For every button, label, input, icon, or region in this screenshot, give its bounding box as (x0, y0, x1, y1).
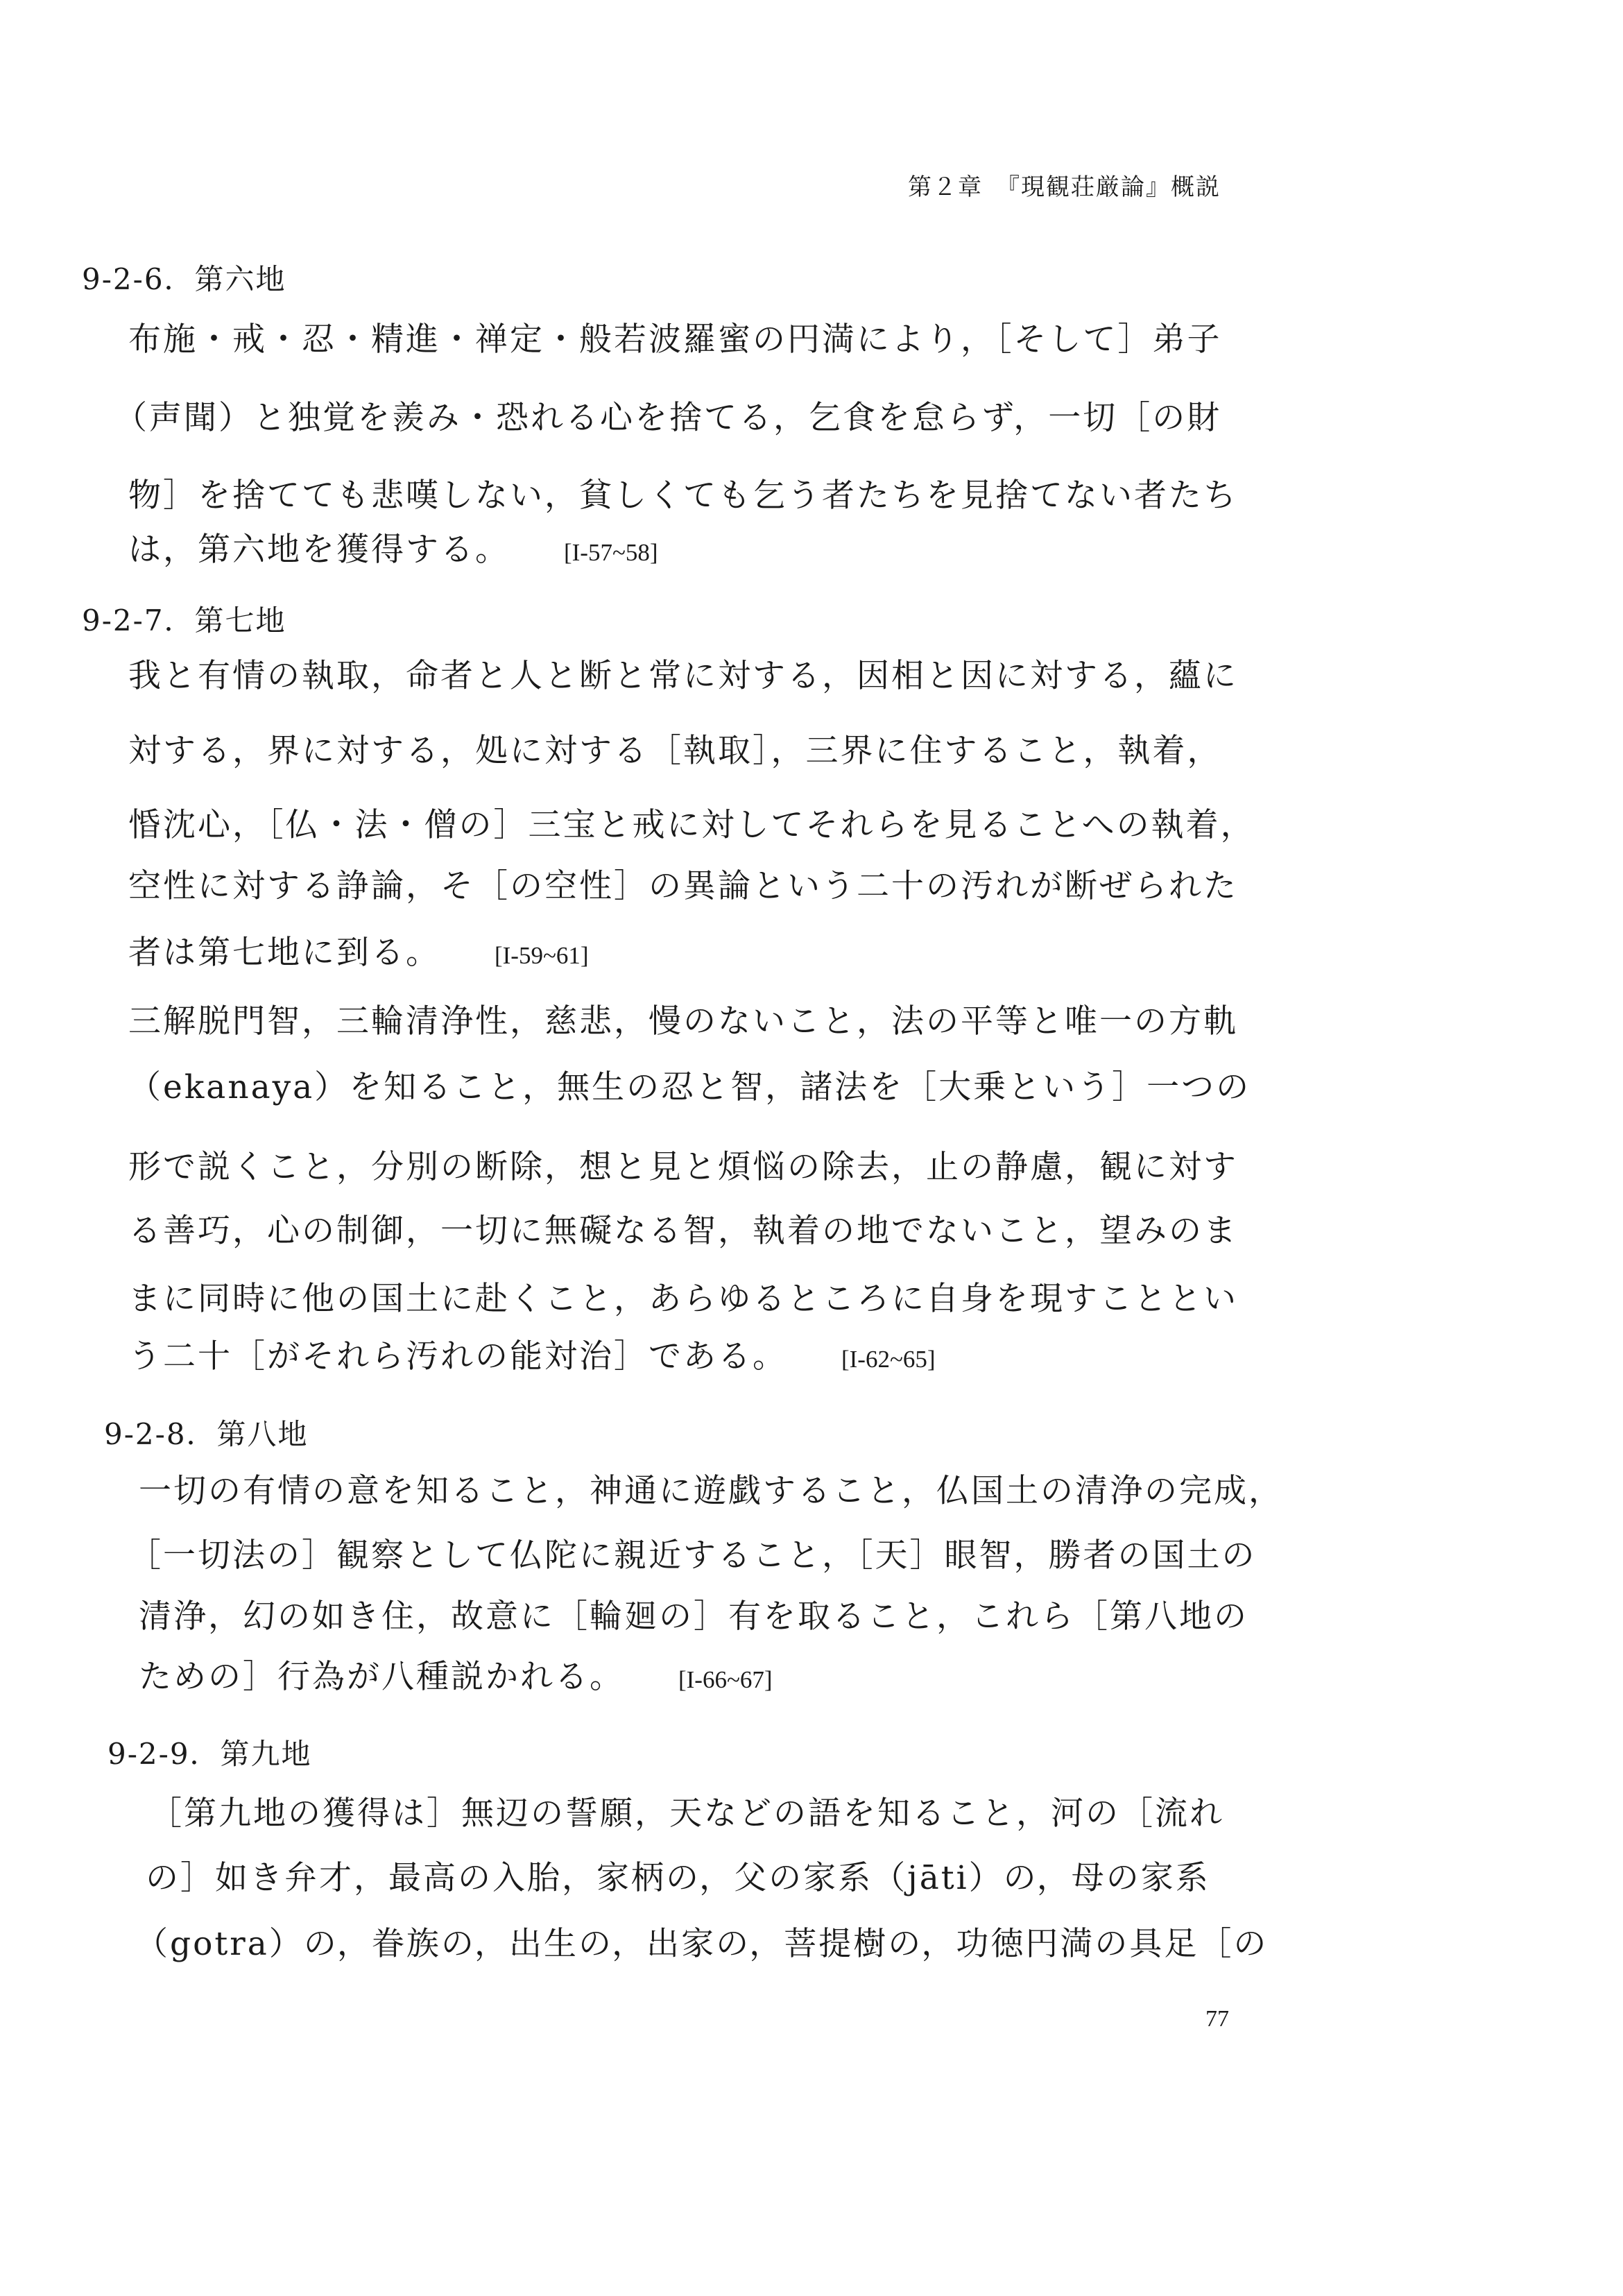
body-line: の］如き弁才，最高の入胎，家柄の，父の家系（jāti）の，母の家系 (146, 1859, 1210, 1897)
body-line (128, 524, 658, 570)
body-line: る善巧，心の制御，一切に無礙なる智，執着の地でないこと，望みのま (128, 1212, 1238, 1250)
body-line: 惛沈心，［仏・法・僧の］三宝と戒に対してそれらを見ることへの執着， (128, 806, 1255, 844)
body-text: 者は第七地に到る。 (128, 934, 440, 972)
body-line: ［一切法の］観察として仏陀に親近すること，［天］眼智，勝者の国土の (128, 1536, 1257, 1575)
citation-ref: [I-59~61] (495, 942, 589, 969)
body-line: 一切の有情の意を知ること，神通に遊戯すること，仏国土の清浄の完成， (139, 1472, 1283, 1510)
body-line (128, 927, 589, 973)
body-line: 清浄，幻の如き住，故意に［輪廻の］有を取ること，これら［第八地の (139, 1597, 1248, 1636)
citation-ref: [I-66~67] (678, 1666, 773, 1693)
body-line: 布施・戒・忍・精進・禅定・般若波羅蜜の円満により，［そして］弟子 (128, 320, 1222, 359)
body-line (139, 1651, 773, 1697)
body-text: ための］行為が八種説かれる。 (139, 1658, 624, 1696)
body-line: 対する，界に対する，処に対する［執取］，三界に住すること，執着， (128, 732, 1222, 770)
body-line: 形で説くこと，分別の断除，想と見と煩悩の除去，止の静慮，観に対す (128, 1148, 1238, 1186)
section-heading-9-2-7: 9-2-7．第七地 (82, 603, 286, 637)
body-line: （gotra）の，眷族の，出生の，出家の，菩提樹の，功徳円満の具足［の (135, 1925, 1269, 1963)
body-text: う二十［がそれら汚れの能対治］である。 (128, 1337, 787, 1376)
section-heading-9-2-8: 9-2-8．第八地 (104, 1417, 309, 1451)
body-line: 物］を捨てても悲嘆しない，貧しくても乞う者たちを見捨てない者たち (128, 477, 1238, 515)
running-header: 第２章 『現観荘厳論』概説 (908, 173, 1221, 201)
section-heading-9-2-6: 9-2-6．第六地 (82, 262, 286, 296)
body-line: 空性に対する諍論，そ［の空性］の異論という二十の汚れが断ぜられた (128, 867, 1238, 905)
body-line: ［第九地の獲得は］無辺の誓願，天などの語を知ること，河の［流れ (149, 1794, 1224, 1833)
body-text: は，第六地を獲得する。 (128, 531, 510, 569)
body-line: （ekanaya）を知ること，無生の忍と智，諸法を［大乗という］一つの (128, 1068, 1251, 1106)
section-heading-9-2-9: 9-2-9．第九地 (108, 1737, 312, 1771)
page-number: 77 (1205, 2006, 1229, 2032)
citation-ref: [I-62~65] (841, 1346, 936, 1373)
body-line: （声聞）と独覚を羨み・恐れる心を捨てる，乞食を怠らず，一切［の財 (114, 399, 1222, 437)
body-line: まに同時に他の国土に赴くこと，あらゆるところに自身を現すこととい (128, 1280, 1238, 1318)
citation-ref: [I-57~58] (564, 539, 658, 566)
body-line: 我と有情の執取，命者と人と断と常に対する，因相と因に対する，蘊に (128, 657, 1238, 695)
body-line: 三解脱門智，三輪清浄性，慈悲，慢のないこと，法の平等と唯一の方軌 (128, 1002, 1238, 1040)
body-line (128, 1330, 936, 1377)
